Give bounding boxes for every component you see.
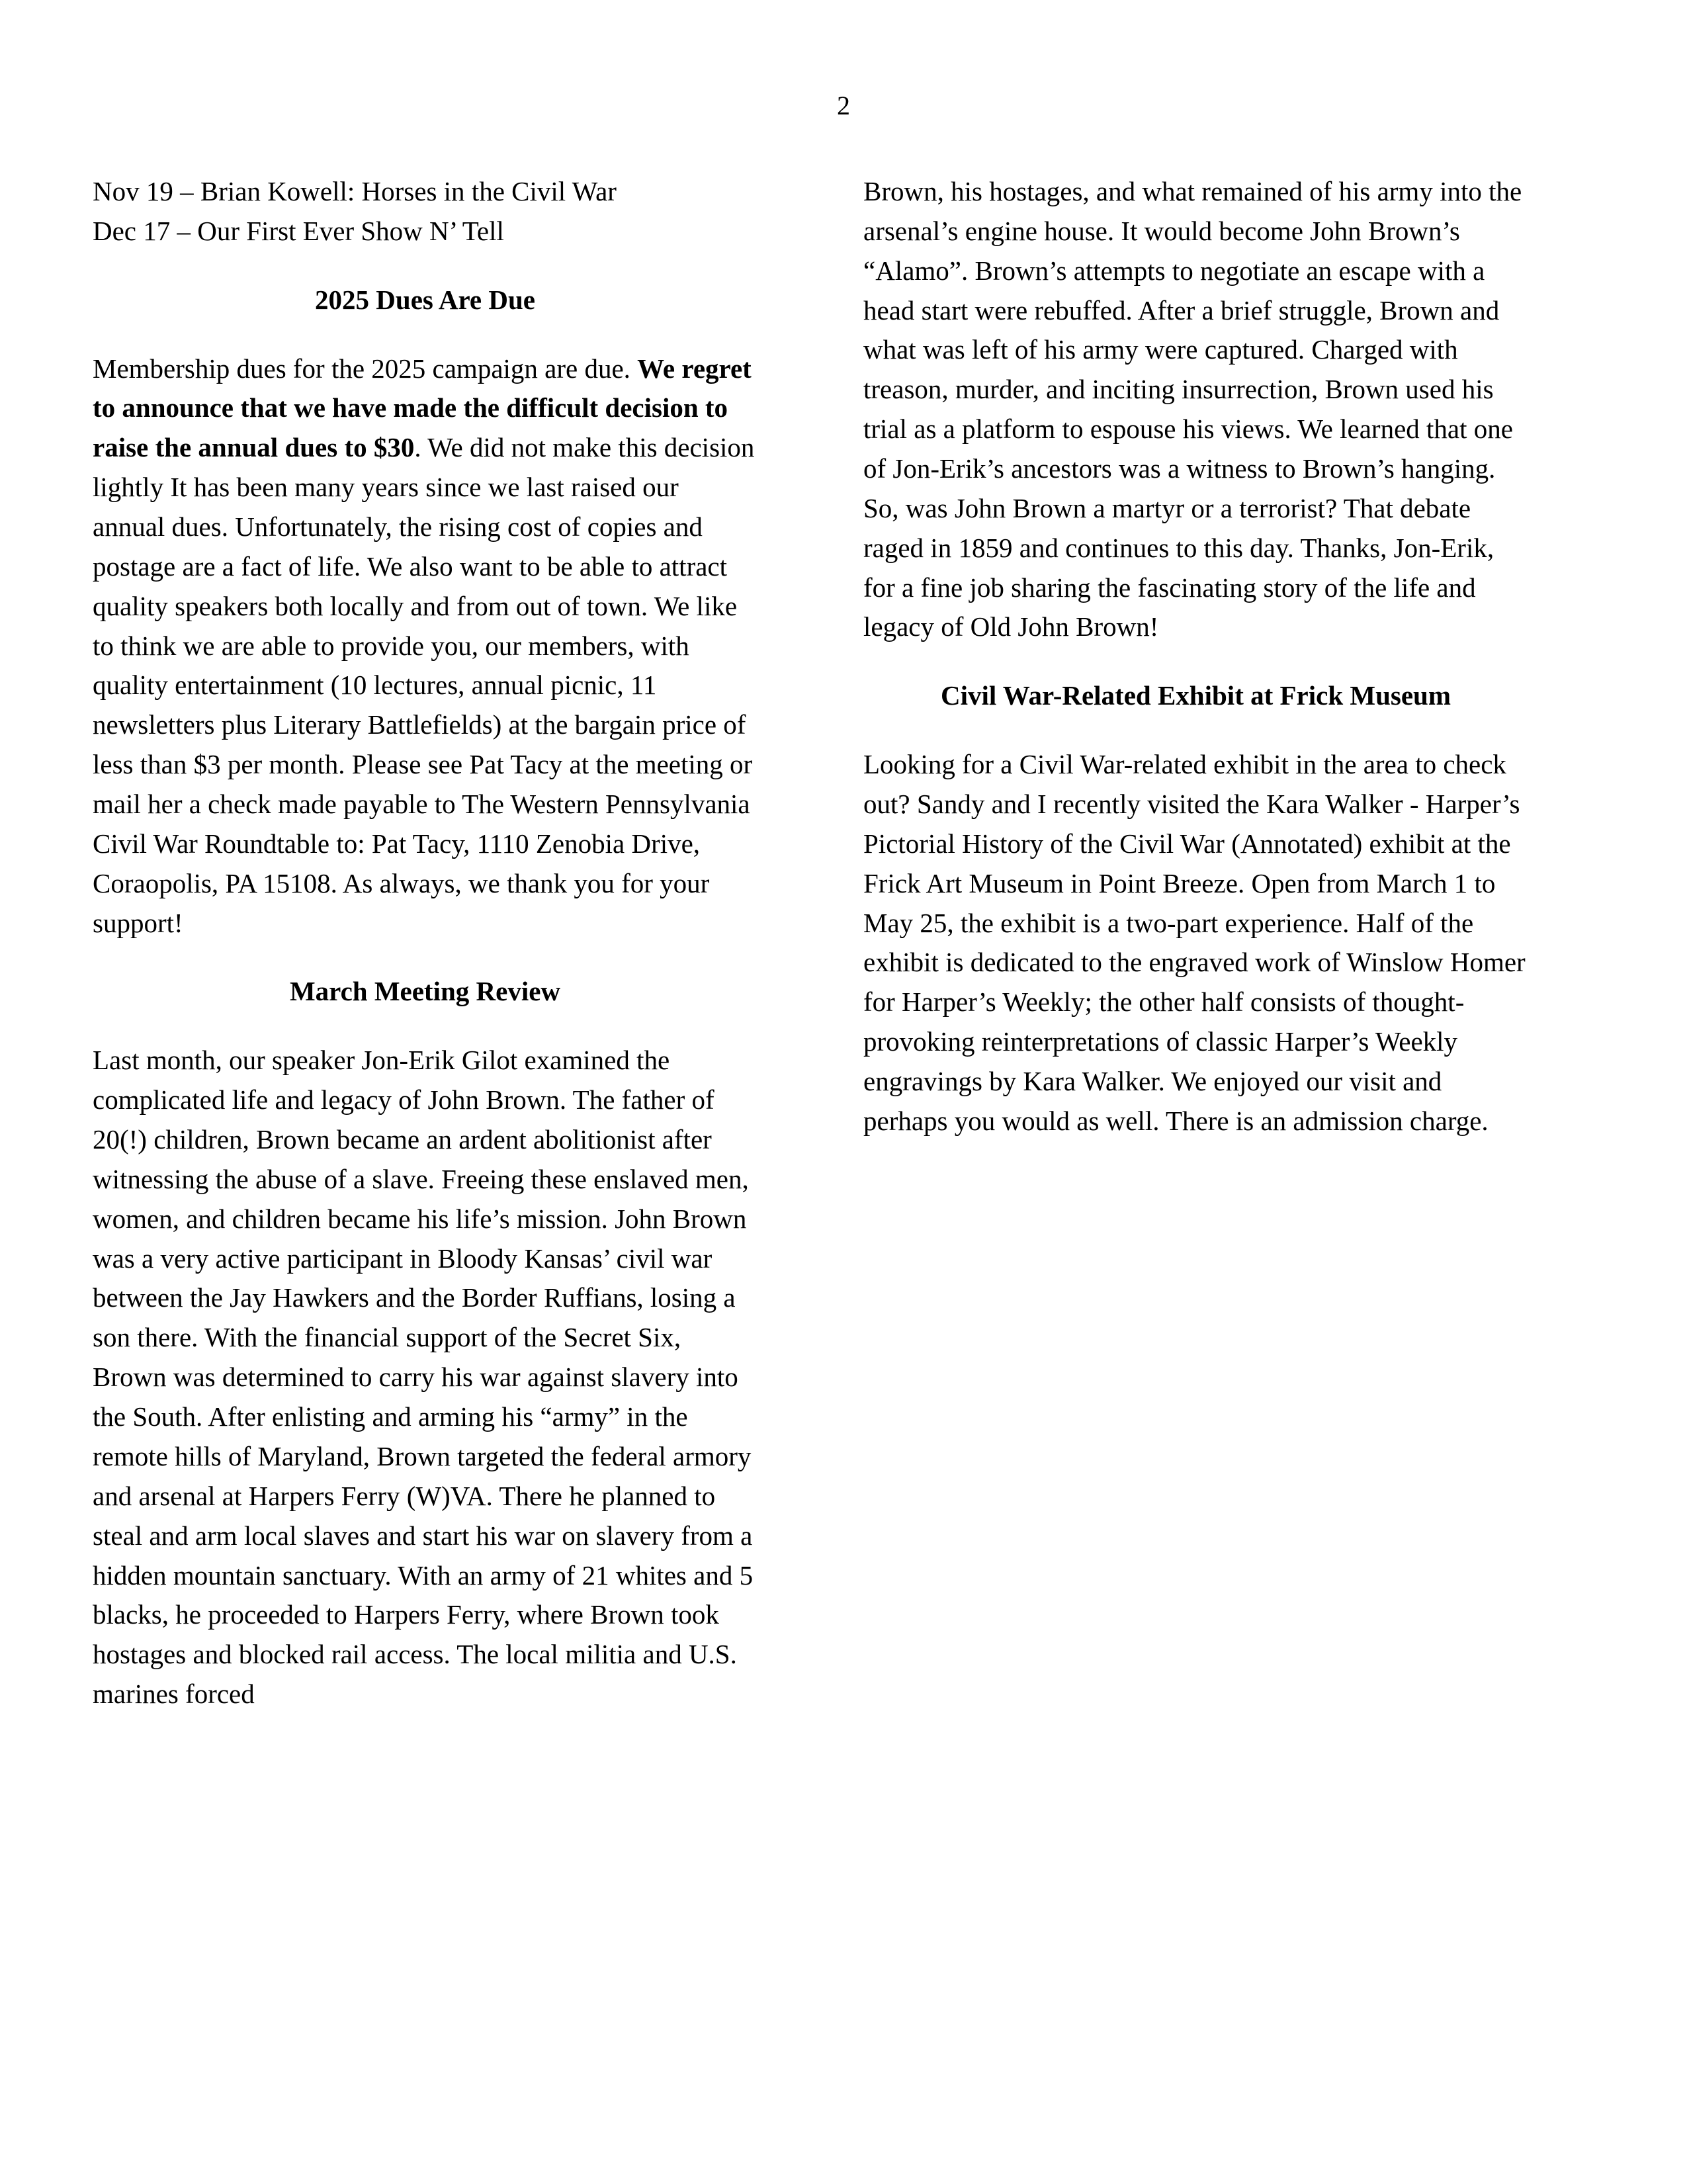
dues-paragraph xyxy=(93,349,757,943)
dues-text-end: . We did not make this decision lightly It has been many years since we last raised our annual dues. Unfortunately, the rising cost of copies and postage are a fact of life. We also want to be able to attract quality speakers both locally and from out of town. We like to think we are able to provide you, our members, with quality entertainment (10 lectures, annual picnic, 11 newsletters plus Literary Battlefields) at the bargain price of less than $3 per month. Please see Pat Tacy at the meeting or mail her a check made payable to The Western Pennsylvania Civil War Roundtable to: Pat Tacy, 1110 Zenobia Drive, Coraopolis, PA 15108. As always, we thank you for your support! xyxy=(93,432,755,938)
dues-heading: 2025 Dues Are Due xyxy=(315,284,535,315)
page-number: 2 xyxy=(837,91,850,120)
meeting-schedule-list xyxy=(93,172,757,251)
dues-text-start: Membership dues for the 2025 campaign are due. xyxy=(93,353,638,384)
march-meeting-review-heading: March Meeting Review xyxy=(289,976,561,1007)
schedule-item: Nov 19 – Brian Kowell: Horses in the Civil War xyxy=(93,176,617,206)
right-column xyxy=(863,172,1528,1743)
dues-text-bold: We regret to announce that we have made the difficult decision to raise the annual dues to $30 xyxy=(93,353,752,463)
march-meeting-review-continued: Brown, his hostages, and what remained of his army into the arsenal’s engine house. It would become John Brown’s “Alamo”. Brown’s attempts to negotiate an escape with a head start were rebuffed. After a brief struggle, Brown and what was left of his army were captured. Charged with treason, murder, and inciting insurrection, Brown used his trial as a platform to espouse his views. We learned that one of Jon-Erik’s ancestors was a witness to Brown’s hanging. So, was John Brown a martyr or a terrorist? That debate raged in 1859 and continues to this day. Thanks, Jon-Erik, for a fine job sharing the fascinating story of the life and legacy of Old John Brown! xyxy=(863,176,1522,642)
schedule-item: Dec 17 – Our First Ever Show N’ Tell xyxy=(93,215,504,246)
frick-exhibit-heading: Civil War-Related Exhibit at Frick Museum xyxy=(941,680,1451,711)
march-meeting-review-paragraph: Last month, our speaker Jon-Erik Gilot examined the complicated life and legacy of John Brown. The father of 20(!) children, Brown became an ardent abolitionist after witnessing the abuse of a slave. Freeing these enslaved men, women, and children became his life’s mission. John Brown was a very active participant in Bloody Kansas’ civil war between the Jay Hawkers and the Border Ruffians, losing a son there. With the financial support of the Secret Six, Brown was determined to carry his war against slavery into the South. After enlisting and arming his “army” in the remote hills of Maryland, Brown targeted the federal armory and arsenal at Harpers Ferry (W)VA. There he planned to steal and arm local slaves and start his war on slavery from a hidden mountain sanctuary. With an army of 21 whites and 5 blacks, he proceeded to Harpers Ferry, where Brown took hostages and blocked rail access. The local militia and U.S. marines forced xyxy=(93,1045,754,1710)
left-column xyxy=(93,172,757,1743)
frick-exhibit-paragraph: Looking for a Civil War-related exhibit in the area to check out? Sandy and I recently visited the Kara Walker - Harper’s Pictorial History of the Civil War (Annotated) exhibit at the Frick Art Museum in Point Breeze. Open from March 1 to May 25, the exhibit is a two-part experience. Half of the exhibit is dedicated to the engraved work of Winslow Homer for Harper’s Weekly; the other half consists of thought-provoking reinterpretations of classic Harper’s Weekly engravings by Kara Walker. We enjoyed our visit and perhaps you would as well. There is an admission charge. xyxy=(863,749,1526,1136)
two-column-body xyxy=(93,172,1594,1743)
